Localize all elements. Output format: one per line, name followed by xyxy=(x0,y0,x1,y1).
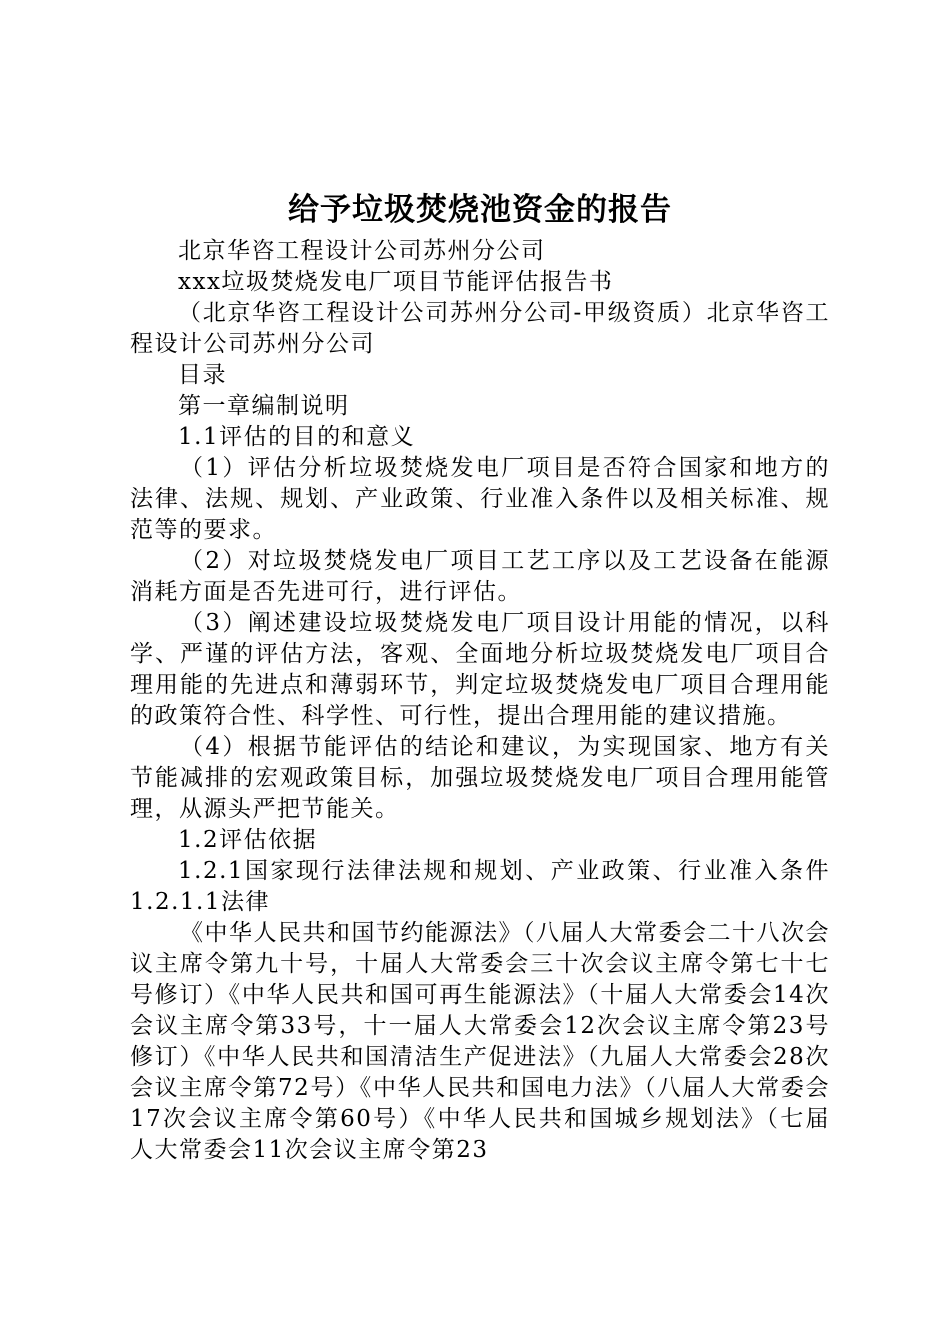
paragraph: （4）根据节能评估的结论和建议，为实现国家、地方有关节能减排的宏观政策目标，加强垃圾焚烧发电厂项目合理用能管理，从源头严把节能关。 xyxy=(130,734,830,822)
document-page xyxy=(130,188,830,1166)
subsection-heading: 1.2.1国家现行法律法规和规划、产业政策、行业准入条件1.2.1.1法律 xyxy=(130,858,830,915)
section-heading: 1.2评估依据 xyxy=(178,827,318,853)
chapter-heading: 第一章编制说明 xyxy=(178,393,350,419)
paragraph: （2）对垃圾焚烧发电厂项目工艺工序以及工艺设备在能源消耗方面是否先进可行，进行评估。 xyxy=(130,548,830,605)
paragraph: 《中华人民共和国节约能源法》（八届人大常委会二十八次会议主席令第九十号，十届人大常委会三十次会议主席令第七十七号修订）《中华人民共和国可再生能源法》（十届人大常委会14次会议主席令第33号，十一届人大常委会12次会议主席令第23号修订）《中华人民共和国清洁生产促进法》（九届人大常委会28次会议主席令第72号）《中华人民共和国电力法》（八届人大常委会17次会议主席令第60号）《中华人民共和国城乡规划法》（七届人大常委会11次会议主席令第23 xyxy=(130,920,830,1163)
paragraph: （3）阐述建设垃圾焚烧发电厂项目设计用能的情况，以科学、严谨的评估方法，客观、全面地分析垃圾焚烧发电厂项目合理用能的先进点和薄弱环节，判定垃圾焚烧发电厂项目合理用能的政策符合性、科学性、可行性，提出合理用能的建议措施。 xyxy=(130,610,830,729)
document-body xyxy=(130,236,830,1166)
paragraph: （北京华咨工程设计公司苏州分公司-甲级资质）北京华咨工程设计公司苏州分公司 xyxy=(130,300,830,357)
paragraph: xxx垃圾焚烧发电厂项目节能评估报告书 xyxy=(178,269,614,295)
paragraph: （1）评估分析垃圾焚烧发电厂项目是否符合国家和地方的法律、法规、规划、产业政策、行业准入条件以及相关标准、规范等的要求。 xyxy=(130,455,830,543)
document-title: 给予垃圾焚烧池资金的报告 xyxy=(288,192,672,228)
toc-heading: 目录 xyxy=(178,362,227,388)
paragraph: 北京华咨工程设计公司苏州分公司 xyxy=(178,238,546,264)
section-heading: 1.1评估的目的和意义 xyxy=(178,424,416,450)
